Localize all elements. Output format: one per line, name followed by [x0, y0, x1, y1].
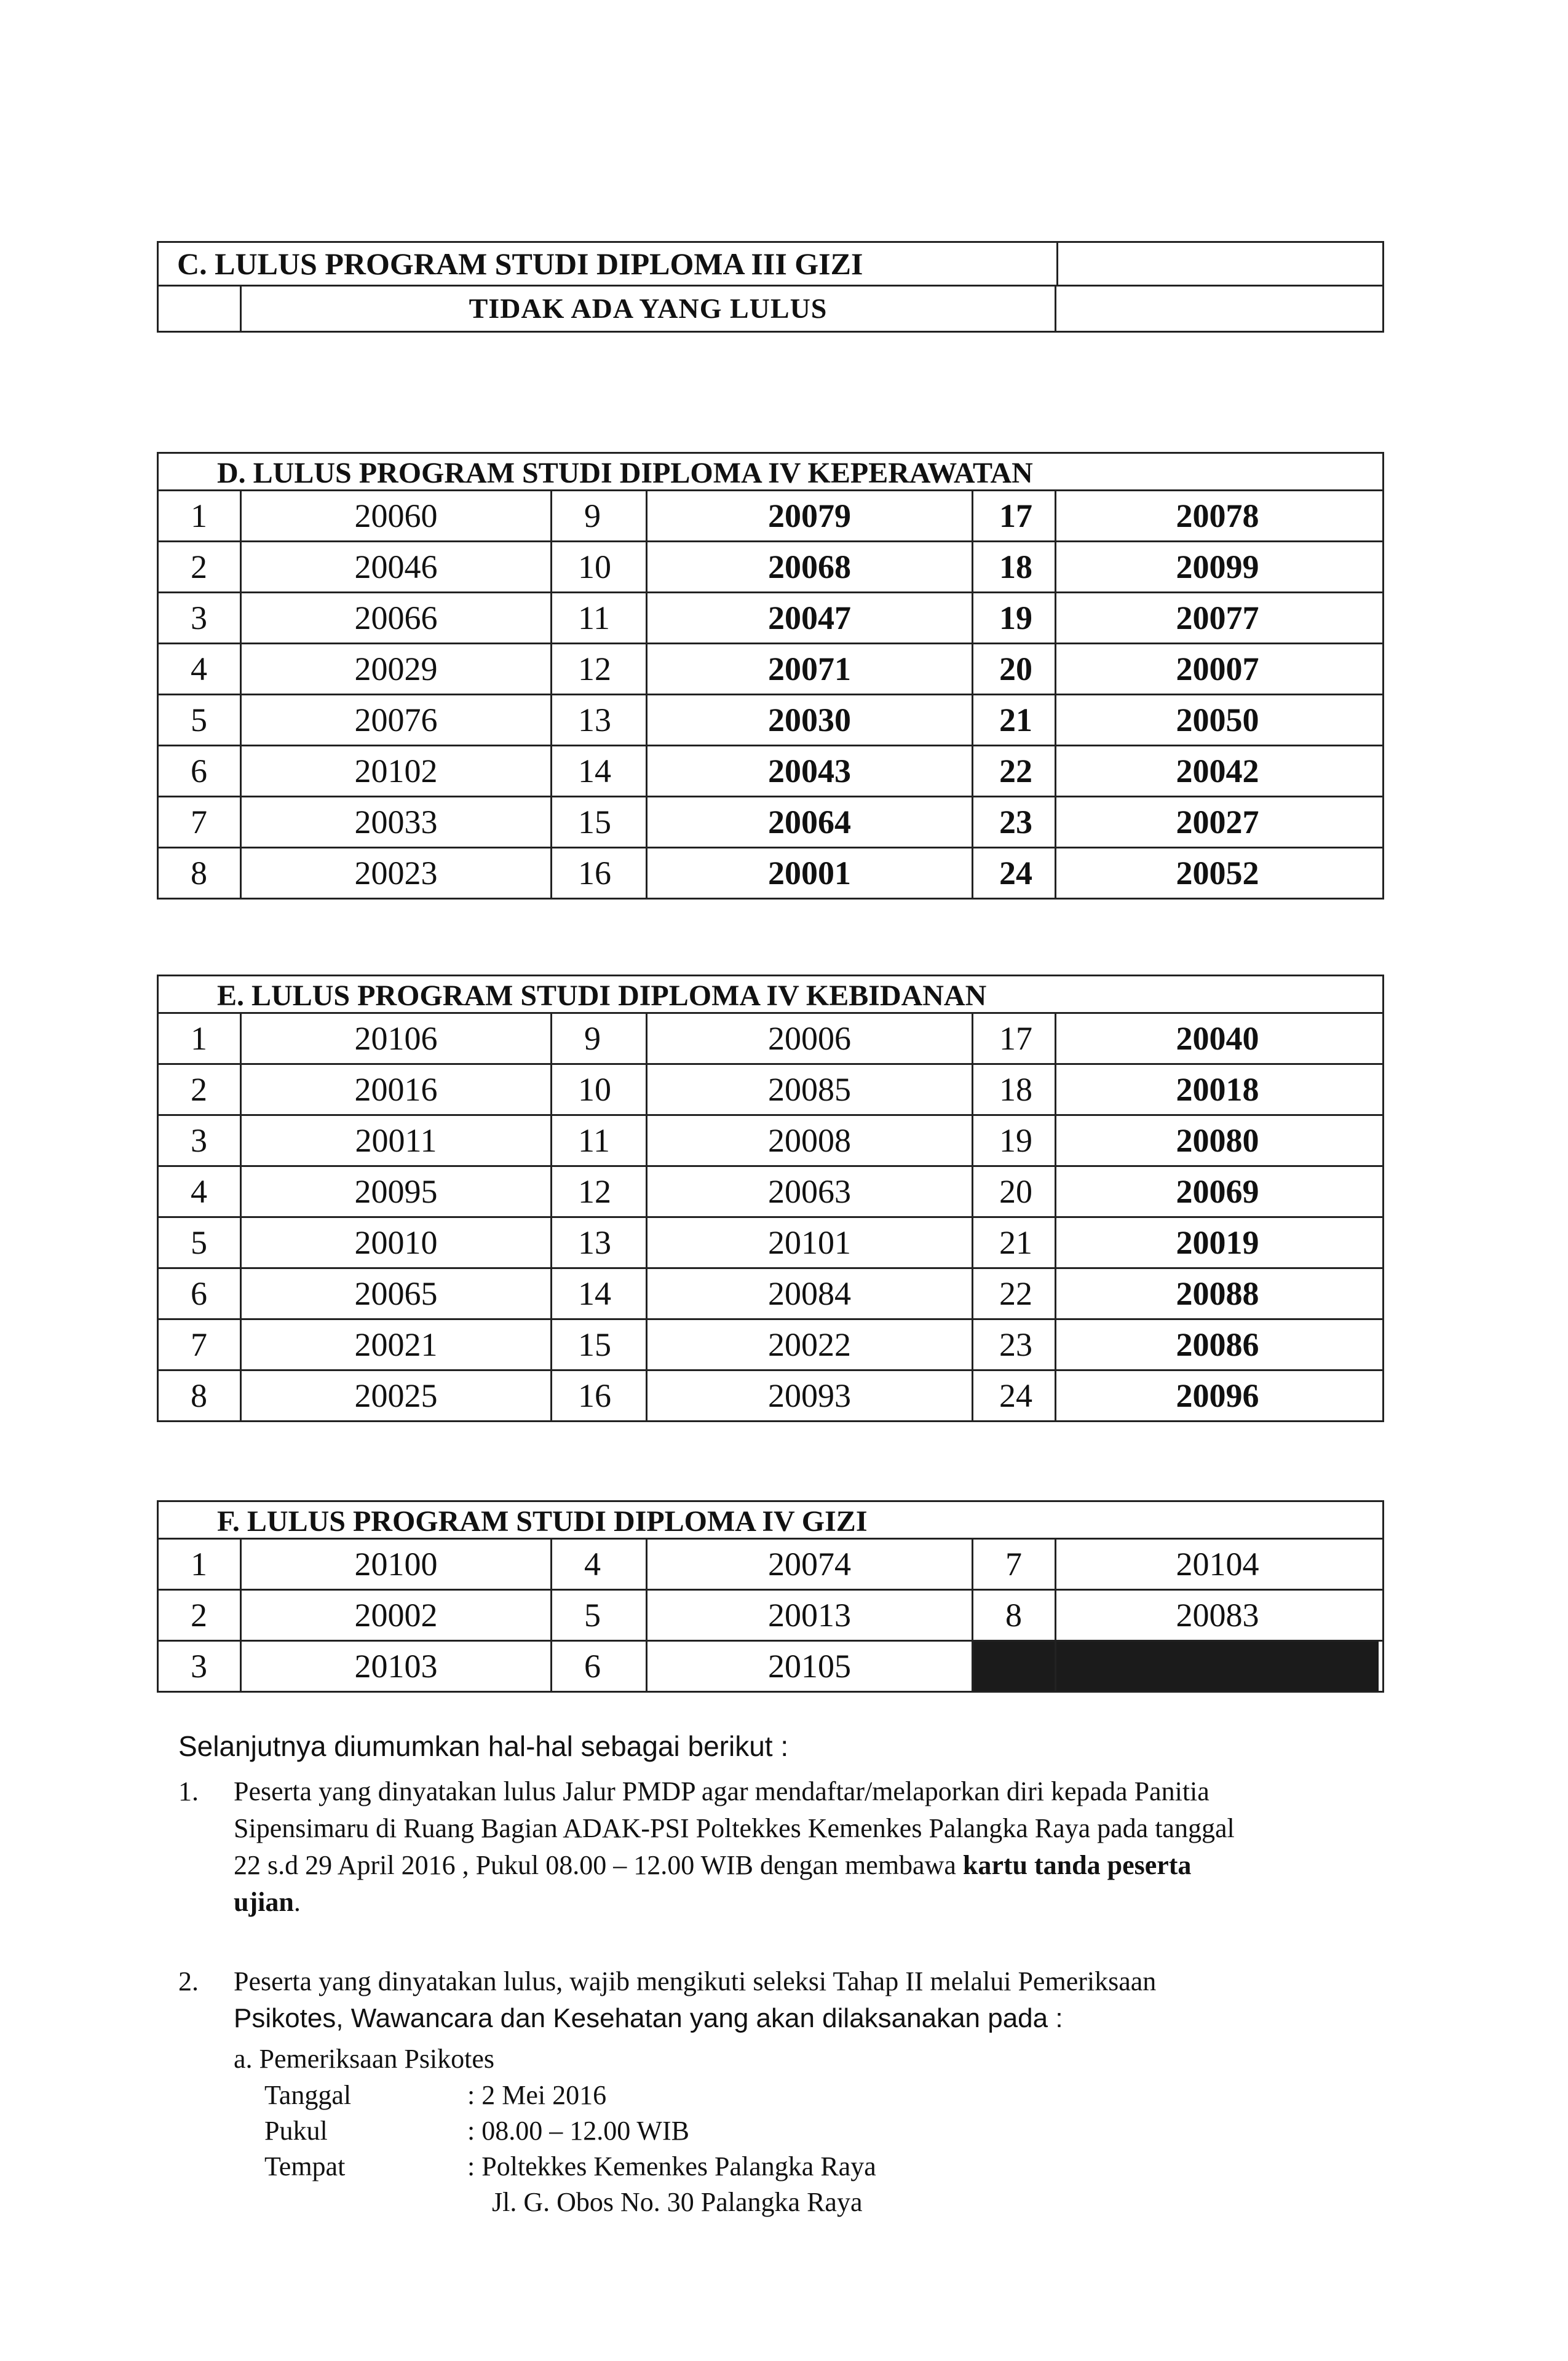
row-number-cell: 8: [159, 1371, 242, 1420]
table-row: [159, 746, 1382, 797]
section-e-table: [157, 975, 1384, 1422]
row-number-cell: 10: [552, 1065, 647, 1114]
item-number: 1.: [178, 1776, 199, 1806]
participant-number-cell: 20010: [242, 1218, 552, 1267]
section-e-title: E. LULUS PROGRAM STUDI DIPLOMA IV KEBIDANAN: [217, 979, 987, 1012]
participant-number-cell: 20095: [242, 1167, 552, 1216]
table-row: [159, 491, 1382, 542]
row-number-cell: 13: [552, 695, 647, 745]
row-number-cell: 11: [552, 1116, 647, 1165]
table-row: [159, 1014, 1382, 1065]
divider: [1056, 243, 1058, 285]
section-e-caption: [159, 976, 1382, 1014]
empty-cell: [264, 2185, 467, 2220]
row-number-cell: 5: [159, 695, 242, 745]
section-c-body-row: [159, 287, 1382, 331]
item-1-text: [234, 1773, 1384, 1921]
participant-number-cell: 20025: [242, 1371, 552, 1420]
announcement-item-1: [178, 1773, 1384, 1921]
row-number-cell: 3: [159, 1642, 242, 1691]
section-d-caption: [159, 454, 1382, 491]
participant-number-cell: 20040: [1176, 1020, 1259, 1057]
tempat-address: Jl. G. Obos No. 30 Palangka Raya: [492, 2187, 863, 2217]
participant-number-cell: 20029: [242, 644, 552, 694]
participant-number-cell: 20102: [242, 746, 552, 796]
table-row: [159, 1116, 1382, 1167]
participant-number-cell: 20060: [242, 491, 552, 540]
row-number-cell: 22: [973, 1269, 1056, 1318]
participant-number-cell: 20027: [1176, 804, 1259, 840]
row-number-cell: 9: [552, 491, 647, 540]
participant-number-cell: 20019: [1176, 1224, 1259, 1261]
pukul-value: : 08.00 – 12.00 WIB: [467, 2116, 689, 2146]
section-c-no-pass-text: TIDAK ADA YANG LULUS: [242, 287, 1056, 331]
table-row: [159, 1269, 1382, 1320]
table-row: [159, 1540, 1382, 1591]
item-2-line: Peserta yang dinyatakan lulus, wajib mengikuti seleksi Tahap II melalui Pemeriksaan: [234, 1966, 1157, 1996]
participant-number-cell: 20052: [1176, 855, 1259, 892]
section-f-caption: [159, 1502, 1382, 1540]
announcement: [178, 1728, 1384, 2220]
row-number-cell: 7: [159, 797, 242, 847]
participant-number-cell: 20042: [1176, 753, 1259, 789]
announcement-intro: Selanjutnya diumumkan hal-hal sebagai berikut :: [178, 1730, 789, 1762]
item-1-line: Sipensimaru di Ruang Bagian ADAK-PSI Poltekkes Kemenkes Palangka Raya pada tanggal: [234, 1813, 1235, 1843]
participant-number-cell: 20066: [242, 593, 552, 643]
row-number-cell: 23: [973, 797, 1056, 847]
table-row: [159, 695, 1382, 746]
item-1-bold-text: ujian: [234, 1887, 294, 1917]
participant-number-cell: 20008: [647, 1116, 973, 1165]
participant-number-cell: 20007: [1176, 651, 1259, 687]
row-number-cell: 2: [159, 1591, 242, 1640]
participant-number-cell: 20071: [647, 644, 973, 694]
participant-number-cell: 20046: [242, 542, 552, 591]
participant-number-cell: 20077: [1176, 599, 1259, 636]
row-number-cell: 19: [973, 593, 1056, 643]
participant-number-cell: 20106: [242, 1014, 552, 1063]
participant-number-cell: 20103: [242, 1642, 552, 1691]
row-number-cell: 14: [552, 746, 647, 796]
participant-number-cell: 20069: [1176, 1173, 1259, 1210]
item-2-text: [234, 1963, 1384, 2037]
row-number-cell: 15: [552, 1320, 647, 1369]
item-1-line: [234, 1884, 1384, 1921]
row-number-cell: 21: [973, 1218, 1056, 1267]
participant-number-cell: 20033: [242, 797, 552, 847]
participant-number-cell: 20083: [1176, 1597, 1259, 1634]
participant-number-cell: 20068: [647, 542, 973, 591]
section-c-title: C. LULUS PROGRAM STUDI DIPLOMA III GIZI: [177, 247, 863, 281]
participant-number-cell: 20086: [1176, 1326, 1259, 1363]
row-number-cell: 6: [159, 1269, 242, 1318]
row-number-cell: 13: [552, 1218, 647, 1267]
item-2-line: Psikotes, Wawancara dan Kesehatan yang akan dilaksanakan pada :: [234, 2003, 1063, 2033]
participant-number-cell: 20021: [242, 1320, 552, 1369]
row-number-cell: 12: [552, 1167, 647, 1216]
table-row: [159, 542, 1382, 593]
row-number-cell: 3: [159, 1116, 242, 1165]
participant-number-cell: 20002: [242, 1591, 552, 1640]
table-row: [159, 1320, 1382, 1371]
tanggal-label: Tanggal: [264, 2080, 352, 2110]
table-row: [159, 1065, 1382, 1116]
row-number-cell: 4: [159, 1167, 242, 1216]
row-number-cell: 9: [552, 1014, 647, 1063]
row-number-cell: 24: [973, 848, 1056, 898]
participant-number-cell: 20065: [242, 1269, 552, 1318]
row-number-cell: 16: [552, 848, 647, 898]
participant-number-cell: 20080: [1176, 1122, 1259, 1159]
row-number-cell: 12: [552, 644, 647, 694]
table-row: [159, 1371, 1382, 1420]
section-d-title: D. LULUS PROGRAM STUDI DIPLOMA IV KEPERAWATAN: [217, 457, 1033, 489]
participant-number-cell: 20096: [1176, 1377, 1259, 1414]
row-number-cell: 16: [552, 1371, 647, 1420]
participant-number-cell: 20050: [1176, 702, 1259, 738]
row-number-cell: 23: [973, 1320, 1056, 1369]
participant-number-cell: 20016: [242, 1065, 552, 1114]
item-1-bold-text: kartu tanda peserta: [962, 1850, 1192, 1880]
empty-cell: [159, 287, 242, 331]
participant-number-cell: 20023: [242, 848, 552, 898]
tempat-value: : Poltekkes Kemenkes Palangka Raya: [467, 2151, 876, 2181]
row-number-cell: 20: [973, 644, 1056, 694]
table-row: [159, 593, 1382, 644]
section-f-title: F. LULUS PROGRAM STUDI DIPLOMA IV GIZI: [217, 1505, 868, 1538]
participant-number-cell: 20006: [647, 1014, 973, 1063]
row-number-cell: 3: [159, 593, 242, 643]
row-number-cell: 5: [159, 1218, 242, 1267]
item-1-line-text: 22 s.d 29 April 2016 , Pukul 08.00 – 12.00 WIB dengan membawa: [234, 1850, 956, 1880]
participant-number-cell: 20088: [1176, 1275, 1259, 1312]
row-number-cell: 1: [159, 1540, 242, 1589]
participant-number-cell: 20030: [647, 695, 973, 745]
row-number-cell: 18: [973, 1065, 1056, 1114]
row-number-cell: 15: [552, 797, 647, 847]
participant-number-cell: 20079: [647, 491, 973, 540]
row-number-cell: 6: [159, 746, 242, 796]
sub-item-a: a. Pemeriksaan Psikotes: [234, 2044, 495, 2074]
row-number-cell: 22: [973, 746, 1056, 796]
table-row: [159, 1167, 1382, 1218]
item-1-line: [234, 1847, 1384, 1884]
pukul-label: Pukul: [264, 2116, 328, 2146]
row-number-cell: 4: [159, 644, 242, 694]
participant-number-cell: 20047: [647, 593, 973, 643]
participant-number-cell: 20076: [242, 695, 552, 745]
participant-number-cell: 20074: [647, 1540, 973, 1589]
participant-number-cell: 20013: [647, 1591, 973, 1640]
row-number-cell: 17: [973, 491, 1056, 540]
row-number-cell: 10: [552, 542, 647, 591]
participant-number-cell: 20043: [647, 746, 973, 796]
row-number-cell: 24: [973, 1371, 1056, 1420]
row-number-cell: 6: [552, 1642, 647, 1691]
participant-number-cell: 20085: [647, 1065, 973, 1114]
announcement-item-2: [178, 1963, 1384, 2037]
table-row: [159, 1218, 1382, 1269]
row-number-cell: 4: [552, 1540, 647, 1589]
section-c-table: [157, 241, 1384, 333]
row-number-cell: 18: [973, 542, 1056, 591]
section-d-table: [157, 452, 1384, 900]
participant-number-cell: 20084: [647, 1269, 973, 1318]
participant-number-cell: 20093: [647, 1371, 973, 1420]
tempat-label: Tempat: [264, 2151, 346, 2181]
row-number-cell: 1: [159, 491, 242, 540]
item-1-line: Peserta yang dinyatakan lulus Jalur PMDP agar mendaftar/melaporkan diri kepada Panitia: [234, 1776, 1210, 1806]
participant-number-cell: 20064: [647, 797, 973, 847]
row-number-cell: [973, 1642, 1056, 1691]
participant-number-cell: 20104: [1176, 1546, 1259, 1583]
participant-number-cell: 20022: [647, 1320, 973, 1369]
item-number: 2.: [178, 1966, 199, 1996]
row-number-cell: 19: [973, 1116, 1056, 1165]
item-1-period: .: [293, 1887, 301, 1917]
participant-number-cell: 20063: [647, 1167, 973, 1216]
row-number-cell: 2: [159, 1065, 242, 1114]
row-number-cell: 11: [552, 593, 647, 643]
participant-number-cell: [1056, 1642, 1379, 1691]
row-number-cell: 5: [552, 1591, 647, 1640]
row-number-cell: 7: [973, 1540, 1056, 1589]
row-number-cell: 20: [973, 1167, 1056, 1216]
tanggal-value: : 2 Mei 2016: [467, 2080, 607, 2110]
participant-number-cell: 20001: [647, 848, 973, 898]
participant-number-cell: 20078: [1176, 497, 1259, 534]
section-c-title-row: [159, 243, 1382, 287]
participant-number-cell: 20101: [647, 1218, 973, 1267]
participant-number-cell: 20011: [242, 1116, 552, 1165]
table-row: [159, 1642, 1382, 1691]
row-number-cell: 2: [159, 542, 242, 591]
table-row: [159, 1591, 1382, 1642]
row-number-cell: 21: [973, 695, 1056, 745]
schedule-details: [178, 2078, 1384, 2220]
participant-number-cell: 20018: [1176, 1071, 1259, 1108]
row-number-cell: 17: [973, 1014, 1056, 1063]
table-row: [159, 797, 1382, 848]
empty-cell: [1056, 287, 1382, 331]
row-number-cell: 8: [973, 1591, 1056, 1640]
participant-number-cell: 20105: [647, 1642, 973, 1691]
row-number-cell: 7: [159, 1320, 242, 1369]
row-number-cell: 8: [159, 848, 242, 898]
section-f-table: [157, 1500, 1384, 1693]
row-number-cell: 14: [552, 1269, 647, 1318]
row-number-cell: 1: [159, 1014, 242, 1063]
table-row: [159, 644, 1382, 695]
table-row: [159, 848, 1382, 898]
participant-number-cell: 20100: [242, 1540, 552, 1589]
participant-number-cell: 20099: [1176, 548, 1259, 585]
